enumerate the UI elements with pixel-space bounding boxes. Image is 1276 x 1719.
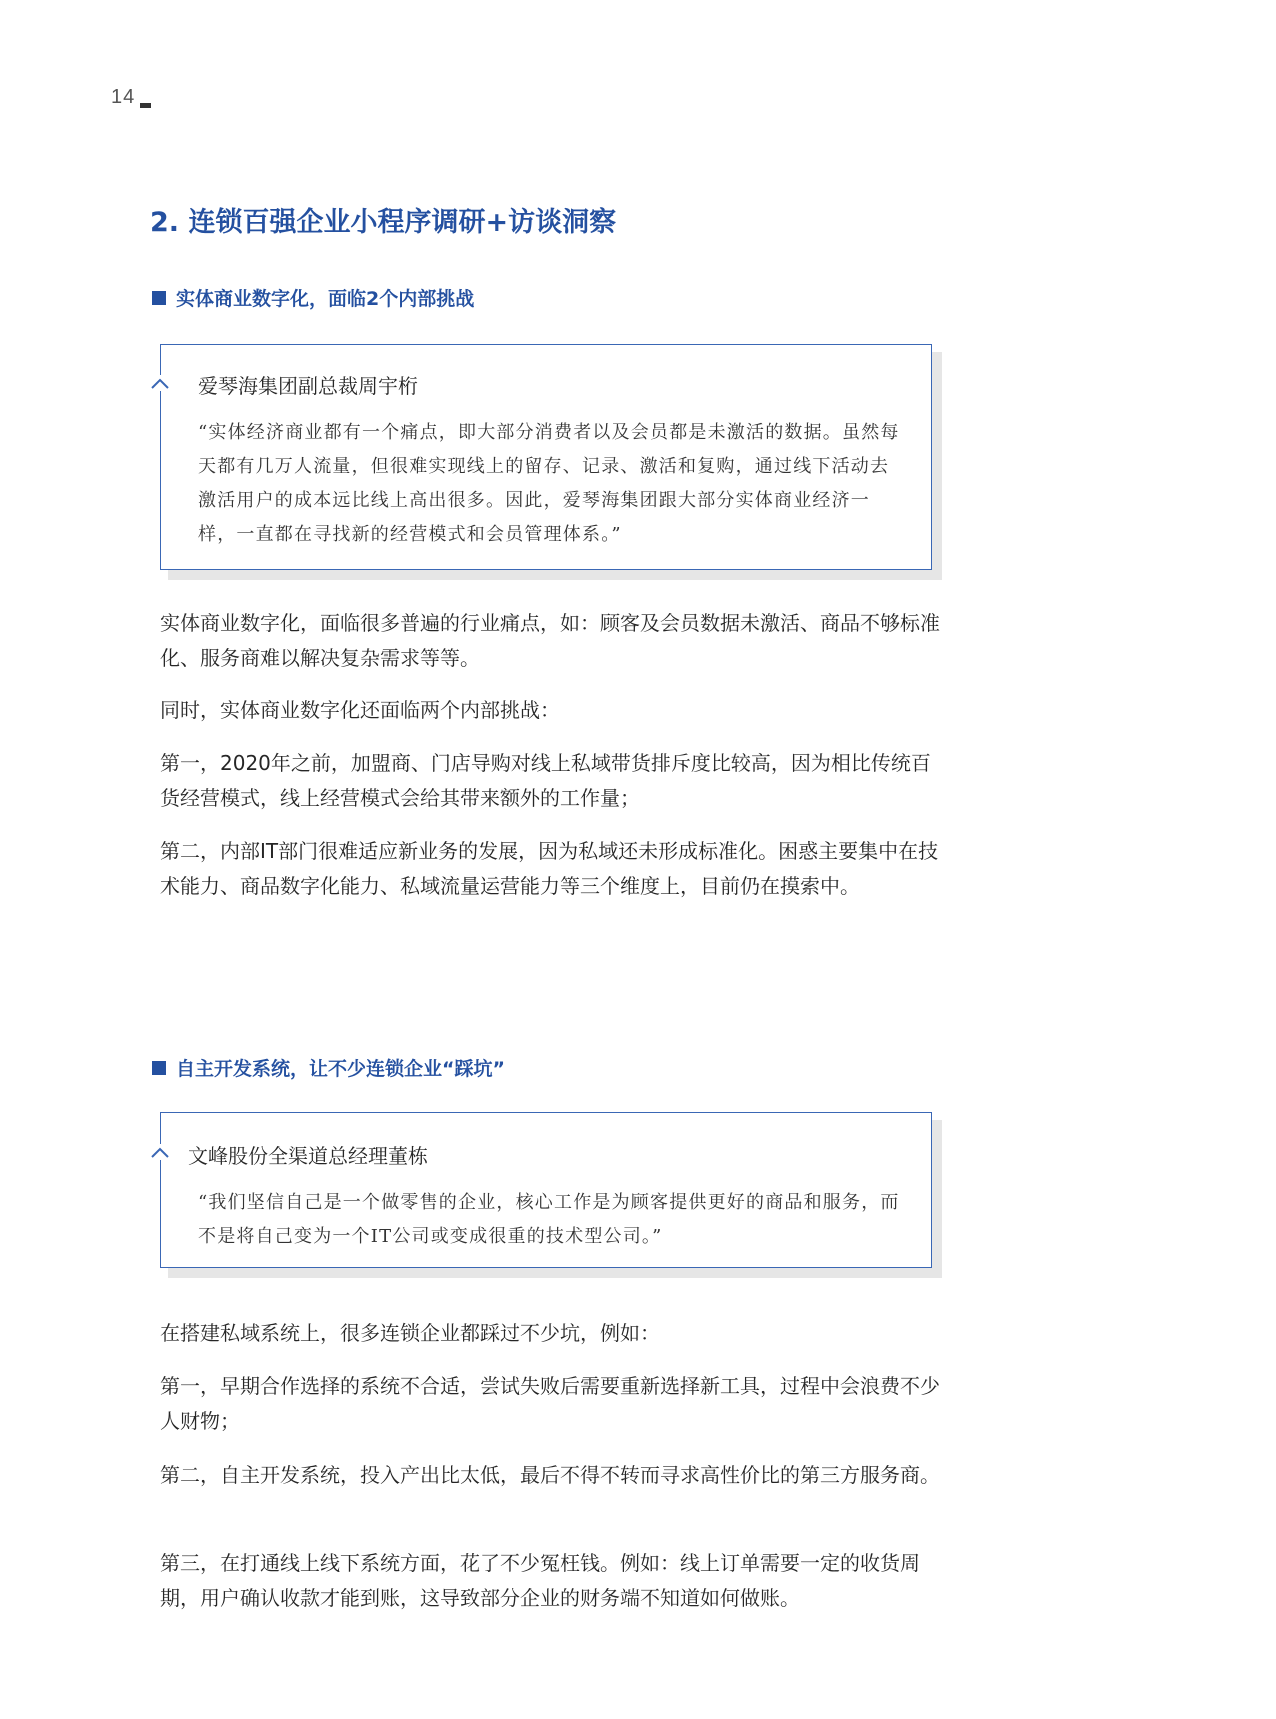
subheading-text: 自主开发系统，让不少连锁企业“踩坑” [176, 1058, 505, 1080]
subheading-self-development [152, 1054, 505, 1081]
paragraph: 实体商业数字化，面临很多普遍的行业痛点，如：顾客及会员数据未激活、商品不够标准化、服务商难以解决复杂需求等等。 [160, 611, 940, 670]
quote-text: “实体经济商业都有一个痛点，即大部分消费者以及会员都是未激活的数据。虽然每天都有几万人流量，但很难实现线上的留存、记录、激活和复购，通过线下活动去激活用户的成本远比线上高出很多。因此，爱琴海集团跟大部分实体商业经济一样，一直都在寻找新的经营模式和会员管理体系。” [198, 422, 900, 545]
paragraph: 第二，自主开发系统，投入产出比太低，最后不得不转而寻求高性价比的第三方服务商。 [160, 1463, 940, 1487]
paragraph: 第三，在打通线上线下系统方面，花了不少冤枉钱。例如：线上订单需要一定的收货周期，用户确认收款才能到账，这导致部分企业的财务端不知道如何做账。 [160, 1551, 920, 1610]
subheading-text: 实体商业数字化，面临2个内部挑战 [176, 288, 475, 310]
page-number-marker [140, 103, 151, 108]
subheading-internal-challenges [152, 284, 474, 311]
square-bullet-icon [152, 1061, 166, 1075]
page-number: 14 [111, 86, 136, 108]
quote-speaker: 爱琴海集团副总裁周宇桁 [198, 374, 418, 398]
paragraph: 第一，早期合作选择的系统不合适，尝试失败后需要重新选择新工具，过程中会浪费不少人财物； [160, 1374, 940, 1433]
quote-text: “我们坚信自己是一个做零售的企业，核心工作是为顾客提供更好的商品和服务，而不是将自己变为一个IT公司或变成很重的技术型公司。” [198, 1192, 900, 1247]
paragraph: 第一，2020年之前，加盟商、门店导购对线上私域带货排斥度比较高，因为相比传统百货经营模式，线上经营模式会给其带来额外的工作量； [160, 751, 931, 810]
quote-speaker: 文峰股份全渠道总经理董栋 [188, 1144, 428, 1168]
paragraph: 第二，内部IT部门很难适应新业务的发展，因为私域还未形成标准化。困惑主要集中在技术能力、商品数字化能力、私域流量运营能力等三个维度上，目前仍在摸索中。 [160, 839, 939, 898]
paragraph: 同时，实体商业数字化还面临两个内部挑战： [160, 698, 560, 722]
paragraph: 在搭建私域系统上，很多连锁企业都踩过不少坑，例如： [160, 1321, 660, 1345]
square-bullet-icon [152, 291, 166, 305]
section-title: 2. 连锁百强企业小程序调研+访谈洞察 [150, 207, 617, 238]
caret-up-icon [149, 375, 171, 391]
caret-up-icon [149, 1144, 171, 1160]
